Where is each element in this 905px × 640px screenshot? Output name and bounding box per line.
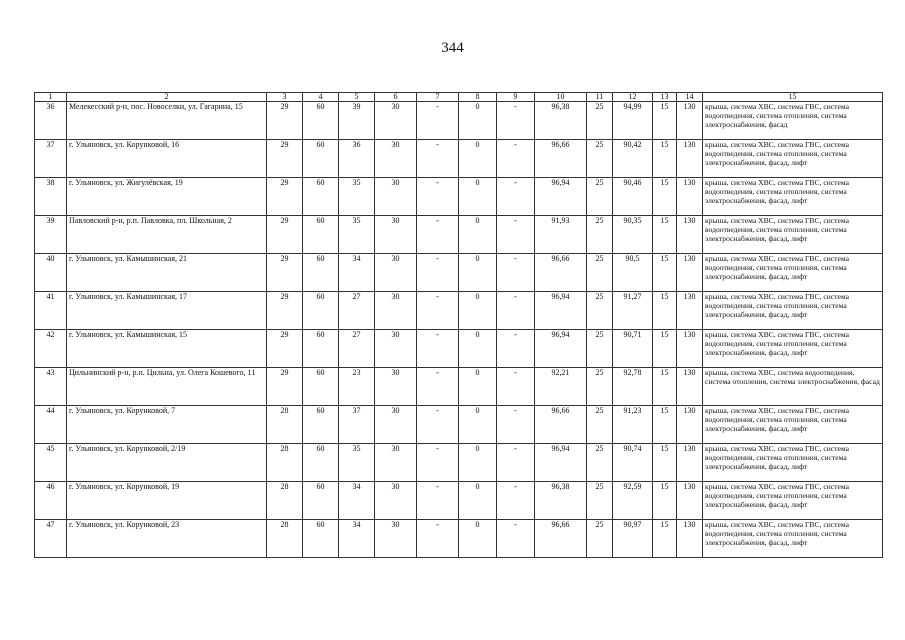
works-cell: крыша, система ХВС, система ГВС, система водоотведения, система отопления, система электроснабжения, фасад, лифт [703,520,883,558]
value-cell: 39 [339,102,375,140]
value-cell: 91,93 [535,216,587,254]
column-header: 1 [35,93,67,102]
value-cell: 30 [375,520,417,558]
value-cell: 15 [653,330,677,368]
value-cell: 60 [303,368,339,406]
housing-repair-table [34,92,883,558]
value-cell: 15 [653,292,677,330]
value-cell: 0 [459,216,497,254]
value-cell: 15 [653,178,677,216]
row-number-cell: 42 [35,330,67,368]
value-cell: 25 [587,482,613,520]
row-number-cell: 41 [35,292,67,330]
value-cell: 130 [677,482,703,520]
row-number-cell: 39 [35,216,67,254]
value-cell: 96,94 [535,444,587,482]
address-cell: Цильнинский р-н, р.п. Цильна, ул. Олега Кошевого, 11 [67,368,267,406]
row-number-cell: 43 [35,368,67,406]
value-cell: - [417,520,459,558]
value-cell: - [417,330,459,368]
value-cell: 90,97 [613,520,653,558]
value-cell: 130 [677,330,703,368]
value-cell: 130 [677,102,703,140]
value-cell: 30 [375,368,417,406]
value-cell: 60 [303,178,339,216]
value-cell: 25 [587,406,613,444]
row-number-cell: 38 [35,178,67,216]
value-cell: 15 [653,406,677,444]
value-cell: 96,94 [535,330,587,368]
value-cell: 15 [653,140,677,178]
address-cell: г. Ульяновск, ул. Корунковой, 2/19 [67,444,267,482]
value-cell: 96,38 [535,102,587,140]
value-cell: - [417,216,459,254]
value-cell: 130 [677,406,703,444]
value-cell: 25 [587,292,613,330]
value-cell: 96,66 [535,520,587,558]
value-cell: 29 [267,178,303,216]
column-header: 12 [613,93,653,102]
table-row [35,292,883,330]
value-cell: 15 [653,444,677,482]
value-cell: 130 [677,444,703,482]
table-row [35,406,883,444]
value-cell: 28 [267,406,303,444]
works-cell: крыша, система ХВС, система водоотведения, система отопления, система электроснабжения, фасад [703,368,883,406]
value-cell: 34 [339,520,375,558]
value-cell: - [417,368,459,406]
value-cell: 29 [267,140,303,178]
address-cell: Мелекесский р-н, пос. Новоселки, ул. Гагарина, 15 [67,102,267,140]
value-cell: 28 [267,444,303,482]
value-cell: 130 [677,292,703,330]
value-cell: 92,59 [613,482,653,520]
value-cell: - [497,330,535,368]
value-cell: - [497,140,535,178]
address-cell: г. Ульяновск, ул. Камышинская, 15 [67,330,267,368]
value-cell: 60 [303,330,339,368]
row-number-cell: 45 [35,444,67,482]
value-cell: 60 [303,520,339,558]
value-cell: - [497,368,535,406]
value-cell: 0 [459,254,497,292]
value-cell: 30 [375,254,417,292]
value-cell: 0 [459,140,497,178]
value-cell: 25 [587,368,613,406]
value-cell: 27 [339,330,375,368]
row-number-cell: 37 [35,140,67,178]
value-cell: 0 [459,292,497,330]
value-cell: 90,42 [613,140,653,178]
value-cell: 96,66 [535,140,587,178]
works-cell: крыша, система ХВС, система ГВС, система водоотведения, система отопления, система электроснабжения, фасад, лифт [703,216,883,254]
table-row [35,368,883,406]
value-cell: 60 [303,140,339,178]
value-cell: - [497,254,535,292]
works-cell: крыша, система ХВС, система ГВС, система водоотведения, система отопления, система электроснабжения, фасад, лифт [703,482,883,520]
value-cell: 60 [303,216,339,254]
value-cell: 96,66 [535,254,587,292]
address-cell: г. Ульяновск, ул. Камышинская, 17 [67,292,267,330]
value-cell: 36 [339,140,375,178]
value-cell: 96,66 [535,406,587,444]
value-cell: 25 [587,330,613,368]
value-cell: 0 [459,444,497,482]
address-cell: г. Ульяновск, ул. Камышинская, 21 [67,254,267,292]
value-cell: 60 [303,482,339,520]
value-cell: 30 [375,292,417,330]
value-cell: 90,5 [613,254,653,292]
value-cell: 0 [459,520,497,558]
value-cell: 27 [339,292,375,330]
value-cell: 30 [375,140,417,178]
value-cell: 23 [339,368,375,406]
column-header: 13 [653,93,677,102]
value-cell: - [497,216,535,254]
value-cell: 60 [303,444,339,482]
value-cell: 130 [677,140,703,178]
value-cell: 130 [677,178,703,216]
value-cell: 0 [459,178,497,216]
value-cell: 90,74 [613,444,653,482]
works-cell: крыша, система ХВС, система ГВС, система водоотведения, система отопления, система электроснабжения, фасад, лифт [703,292,883,330]
value-cell: 96,38 [535,482,587,520]
row-number-cell: 46 [35,482,67,520]
value-cell: 130 [677,368,703,406]
value-cell: 15 [653,254,677,292]
works-cell: крыша, система ХВС, система ГВС, система водоотведения, система отопления, система электроснабжения, фасад, лифт [703,254,883,292]
row-number-cell: 40 [35,254,67,292]
value-cell: 28 [267,520,303,558]
works-cell: крыша, система ХВС, система ГВС, система водоотведения, система отопления, система электроснабжения, фасад, лифт [703,140,883,178]
value-cell: - [497,482,535,520]
value-cell: 130 [677,254,703,292]
table-row [35,482,883,520]
value-cell: 35 [339,444,375,482]
table-row [35,216,883,254]
value-cell: 15 [653,102,677,140]
value-cell: 15 [653,216,677,254]
value-cell: 30 [375,330,417,368]
value-cell: 60 [303,406,339,444]
value-cell: 29 [267,368,303,406]
address-cell: г. Ульяновск, ул. Корунковой, 23 [67,520,267,558]
address-cell: г. Ульяновск, ул. Корунковой, 7 [67,406,267,444]
row-number-cell: 47 [35,520,67,558]
value-cell: - [417,254,459,292]
value-cell: 15 [653,482,677,520]
value-cell: 30 [375,406,417,444]
value-cell: 90,71 [613,330,653,368]
value-cell: 35 [339,216,375,254]
address-cell: Павловский р-н, р.п. Павловка, пл. Школьная, 2 [67,216,267,254]
value-cell: 90,35 [613,216,653,254]
value-cell: 34 [339,254,375,292]
table-row [35,102,883,140]
value-cell: - [417,102,459,140]
works-cell: крыша, система ХВС, система ГВС, система водоотведения, система отопления, система электроснабжения, фасад [703,102,883,140]
value-cell: 25 [587,102,613,140]
table-body [35,102,883,558]
value-cell: 30 [375,178,417,216]
value-cell: 60 [303,102,339,140]
table-row [35,178,883,216]
value-cell: 30 [375,216,417,254]
value-cell: - [497,102,535,140]
value-cell: 94,99 [613,102,653,140]
value-cell: - [417,292,459,330]
column-header: 2 [67,93,267,102]
value-cell: 28 [267,482,303,520]
value-cell: - [497,520,535,558]
value-cell: 30 [375,482,417,520]
value-cell: 25 [587,178,613,216]
row-number-cell: 36 [35,102,67,140]
table-row [35,254,883,292]
column-header: 9 [497,93,535,102]
value-cell: 35 [339,178,375,216]
column-header: 5 [339,93,375,102]
value-cell: 29 [267,216,303,254]
value-cell: - [497,444,535,482]
value-cell: - [497,178,535,216]
value-cell: 15 [653,520,677,558]
column-header: 4 [303,93,339,102]
table-row [35,444,883,482]
value-cell: 96,94 [535,178,587,216]
value-cell: - [417,406,459,444]
column-header: 7 [417,93,459,102]
address-cell: г. Ульяновск, ул. Жигулёвская, 19 [67,178,267,216]
value-cell: 34 [339,482,375,520]
value-cell: - [497,406,535,444]
address-cell: г. Ульяновск, ул. Корунковой, 19 [67,482,267,520]
value-cell: 29 [267,330,303,368]
value-cell: 25 [587,254,613,292]
row-number-cell: 44 [35,406,67,444]
value-cell: 25 [587,140,613,178]
value-cell: 0 [459,406,497,444]
value-cell: 29 [267,292,303,330]
column-header: 11 [587,93,613,102]
column-header: 8 [459,93,497,102]
page-number: 344 [441,40,464,56]
value-cell: 60 [303,254,339,292]
value-cell: 91,23 [613,406,653,444]
value-cell: - [417,444,459,482]
column-header: 15 [703,93,883,102]
value-cell: 130 [677,520,703,558]
value-cell: 0 [459,102,497,140]
value-cell: 29 [267,254,303,292]
column-header: 3 [267,93,303,102]
value-cell: - [417,178,459,216]
table-row [35,330,883,368]
value-cell: - [417,140,459,178]
value-cell: 30 [375,444,417,482]
value-cell: - [497,292,535,330]
value-cell: 91,27 [613,292,653,330]
value-cell: 30 [375,102,417,140]
column-header: 10 [535,93,587,102]
value-cell: 130 [677,216,703,254]
value-cell: - [417,482,459,520]
value-cell: 25 [587,444,613,482]
value-cell: 0 [459,330,497,368]
value-cell: 25 [587,520,613,558]
value-cell: 92,78 [613,368,653,406]
value-cell: 37 [339,406,375,444]
works-cell: крыша, система ХВС, система ГВС, система водоотведения, система отопления, система электроснабжения, фасад, лифт [703,330,883,368]
address-cell: г. Ульяновск, ул. Корунковой, 16 [67,140,267,178]
header-row [35,93,883,102]
value-cell: 15 [653,368,677,406]
column-header: 14 [677,93,703,102]
value-cell: 0 [459,368,497,406]
works-cell: крыша, система ХВС, система ГВС, система водоотведения, система отопления, система электроснабжения, фасад, лифт [703,178,883,216]
column-header: 6 [375,93,417,102]
table-row [35,520,883,558]
value-cell: 29 [267,102,303,140]
value-cell: 60 [303,292,339,330]
works-cell: крыша, система ХВС, система ГВС, система водоотведения, система отопления, система электроснабжения, фасад, лифт [703,406,883,444]
works-cell: крыша, система ХВС, система ГВС, система водоотведения, система отопления, система электроснабжения, фасад, лифт [703,444,883,482]
value-cell: 25 [587,216,613,254]
value-cell: 96,94 [535,292,587,330]
value-cell: 0 [459,482,497,520]
value-cell: 92,21 [535,368,587,406]
table-row [35,140,883,178]
value-cell: 90,46 [613,178,653,216]
